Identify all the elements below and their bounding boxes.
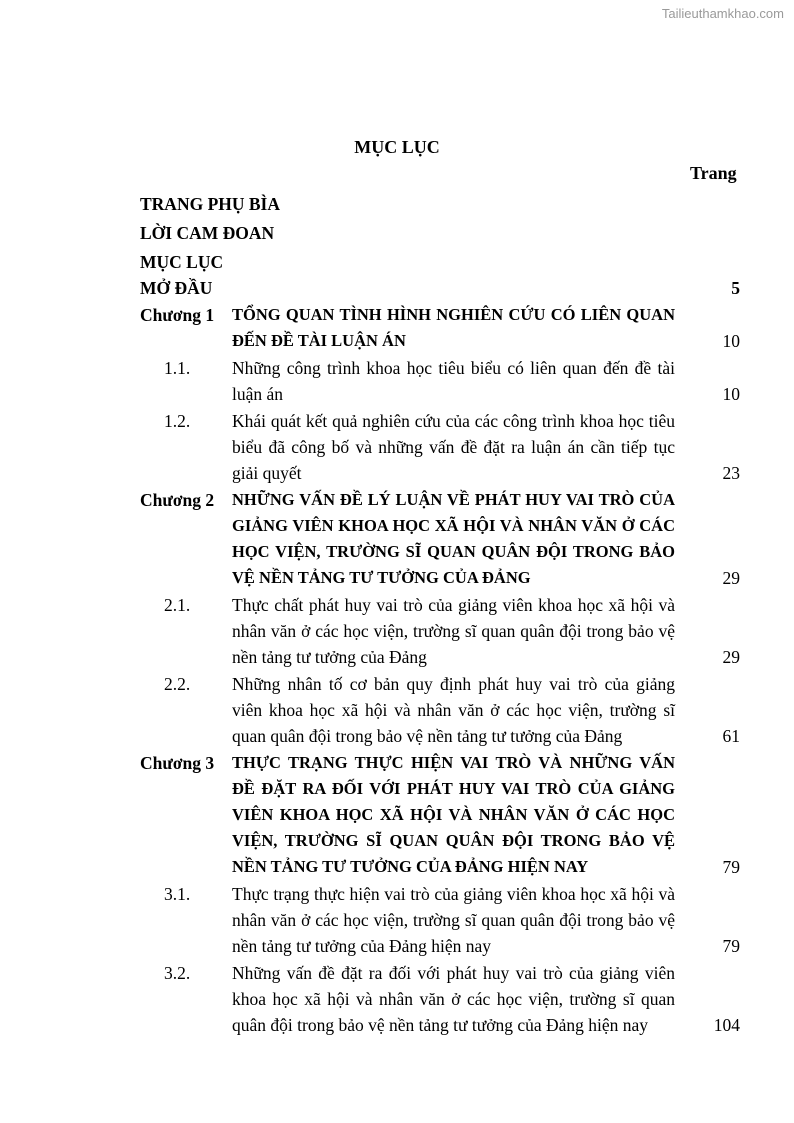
- toc-front-matter-entry: [140, 191, 740, 217]
- toc-page-number: 61: [722, 726, 740, 746]
- toc-chapter-label: Chương 2: [140, 490, 215, 510]
- toc-entry-text: Những công trình khoa học tiêu biểu có liên quan đến đề tài luận án: [232, 358, 675, 404]
- toc-front-matter-entry: [140, 249, 740, 275]
- toc-entry-text: LỜI CAM ĐOAN: [140, 223, 275, 243]
- toc-chapter-label: Chương 3: [140, 753, 215, 773]
- toc-section-label: 3.2.: [164, 963, 191, 983]
- toc-entry-text: Khái quát kết quả nghiên cứu của các công trình khoa học tiêu biểu đã công bố và những vấn đề đặt ra luận án cần tiếp tục giải quyết: [232, 411, 675, 483]
- toc-chapter-entry: [140, 750, 740, 880]
- toc-section-label: 1.1.: [164, 358, 191, 378]
- toc-page-number: 29: [722, 647, 740, 667]
- toc-section-entry: [140, 592, 740, 670]
- toc-section-label: 2.1.: [164, 595, 191, 615]
- toc-entry-text: NHỮNG VẤN ĐỀ LÝ LUẬN VỀ PHÁT HUY VAI TRÒ CỦA GIẢNG VIÊN KHOA HỌC XÃ HỘI VÀ NHÂN VĂN Ở CÁC HỌC VIỆN, TRƯỜNG SĨ QUAN QUÂN ĐỘI TRONG BẢO VỆ NỀN TẢNG TƯ TƯỞNG CỦA ĐẢNG: [232, 490, 675, 587]
- toc-page-number: 29: [722, 568, 740, 588]
- toc-page-number: 10: [722, 384, 740, 404]
- toc-entry-text: MỤC LỤC: [140, 252, 224, 272]
- toc-section-label: 2.2.: [164, 674, 191, 694]
- toc-section-entry: [140, 960, 740, 1038]
- page-column-header: Trang: [690, 163, 737, 183]
- toc-page-number: 79: [722, 857, 740, 877]
- toc-section-entry: [140, 408, 740, 486]
- toc-section-label: 1.2.: [164, 411, 191, 431]
- toc-section-label: 3.1.: [164, 884, 191, 904]
- toc-front-matter-entry: [140, 275, 740, 301]
- toc-section-entry: [140, 881, 740, 959]
- toc-chapter-entry: [140, 487, 740, 591]
- toc-entry-text: THỰC TRẠNG THỰC HIỆN VAI TRÒ VÀ NHỮNG VẤN ĐỀ ĐẶT RA ĐỐI VỚI PHÁT HUY VAI TRÒ CỦA GIẢNG VIÊN KHOA HỌC XÃ HỘI VÀ NHÂN VĂN Ở CÁC HỌC VIỆN, TRƯỜNG SĨ QUAN QUÂN ĐỘI TRONG BẢO VỆ NỀN TẢNG TƯ TƯỞNG CỦA ĐẢNG HIỆN NAY: [232, 753, 675, 876]
- toc-section-entry: [140, 355, 740, 407]
- toc-entry-text: Những nhân tố cơ bản quy định phát huy vai trò của giảng viên khoa học xã hội và nhân văn ở các học viện, trường sĩ quan quân đội trong bảo vệ nền tảng tư tưởng của Đảng: [232, 674, 675, 746]
- toc-entry-text: Những vấn đề đặt ra đối với phát huy vai trò của giảng viên khoa học xã hội và nhân văn ở các học viện, trường sĩ quan quân đội trong bảo vệ nền tảng tư tưởng của Đảng hiện nay: [232, 963, 675, 1035]
- toc-section-entry: [140, 671, 740, 749]
- toc-entry-text: Thực trạng thực hiện vai trò của giảng viên khoa học xã hội và nhân văn ở các học viện, trường sĩ quan quân đội trong bảo vệ nền tảng tư tưởng của Đảng hiện nay: [232, 884, 675, 956]
- watermark: Tailieuthamkhao.com: [661, 6, 784, 21]
- toc-page-number: 23: [722, 463, 740, 483]
- toc-page-number: 79: [722, 936, 740, 956]
- toc-page-number: 5: [731, 278, 740, 298]
- toc-entry-text: TỔNG QUAN TÌNH HÌNH NGHIÊN CỨU CÓ LIÊN QUAN ĐẾN ĐỀ TÀI LUẬN ÁN: [232, 305, 675, 350]
- page-title: MỤC LỤC: [354, 137, 440, 157]
- toc-front-matter-entry: [140, 220, 740, 246]
- toc-entry-text: TRANG PHỤ BÌA: [140, 194, 281, 214]
- table-of-contents: [140, 191, 740, 1038]
- toc-chapter-entry: [140, 302, 740, 354]
- toc-entry-text: MỞ ĐẦU: [140, 278, 213, 298]
- toc-chapter-label: Chương 1: [140, 305, 215, 325]
- toc-page-number: 10: [722, 331, 740, 351]
- toc-page-number: 104: [713, 1015, 740, 1035]
- toc-entry-text: Thực chất phát huy vai trò của giảng viên khoa học xã hội và nhân văn ở các học viện, trường sĩ quan quân đội trong bảo vệ nền tảng tư tưởng của Đảng: [232, 595, 675, 667]
